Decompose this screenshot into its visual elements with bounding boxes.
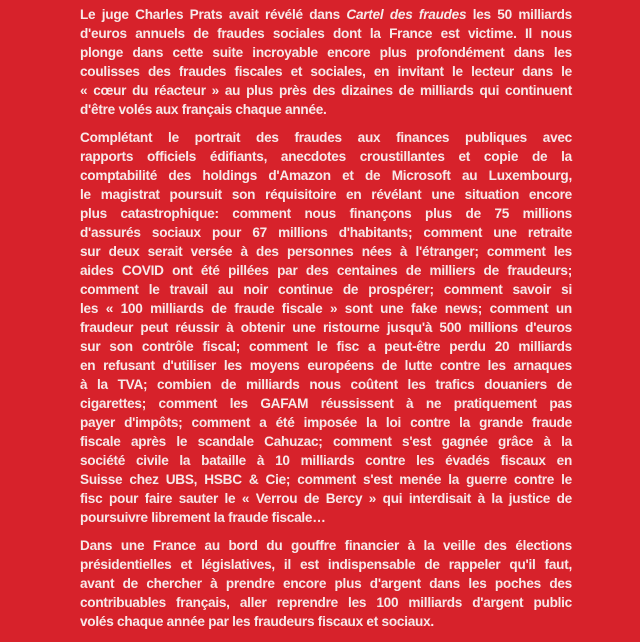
text-line: Suisse chez UBS, HSBC & Cie; comment s'est menée la guerre contre le [80, 472, 572, 487]
text-line: rapports officiels édifiants, anecdotes croustillantes et copie de la [80, 149, 572, 164]
text-line: avant de chercher à prendre encore plus d'argent dans les poches des [80, 576, 572, 591]
text-line: Complétant le portrait des fraudes aux finances publiques avec [80, 130, 572, 145]
text-line: aides COVID ont été pillées par des centaines de milliers de fraudeurs; [80, 263, 572, 278]
text-line: à la TVA; combien de milliards nous coûtent les trafics douaniers de [80, 377, 572, 392]
text-line: société civile la bataille à 10 milliards contre les évadés fiscaux en [80, 453, 572, 468]
text-line: fiscale après le scandale Cahuzac; comment s'est gagnée grâce à la [80, 434, 572, 449]
text-line: fisc pour faire sauter le « Verrou de Bercy » qui interdisait à la justice de [80, 491, 572, 506]
paragraph-intro [80, 5, 572, 119]
text-line: contribuables français, aller reprendre les 100 milliards d'argent public [80, 595, 572, 610]
back-cover-text [80, 5, 572, 640]
text-segment: Le juge Charles Prats avait révélé dans [80, 7, 347, 22]
text-line: présidentielles et législatives, il est indispensable de rappeler qu'il faut, [80, 557, 572, 572]
paragraph-conclusion [80, 536, 572, 631]
text-line: le magistrat poursuit son réquisitoire en révélant une situation encore [80, 187, 572, 202]
text-line: d'assurés sociaux pour 67 millions d'habitants; comment une retraite [80, 225, 572, 240]
text-line: coulisses des fraudes fiscales et sociales, en invitant le lecteur dans le [80, 64, 572, 79]
paragraph-details [80, 128, 572, 527]
text-line: poursuivre librement la fraude fiscale… [80, 510, 326, 525]
text-line: volés chaque année par les fraudeurs fiscaux et sociaux. [80, 614, 434, 629]
text-line [80, 5, 572, 24]
text-line: fraudeur peut réussir à obtenir une ristourne jusqu'à 500 millions d'euros [80, 320, 572, 335]
text-line: d'euros annuels de fraudes sociales dont la France est victime. Il nous [80, 26, 572, 41]
text-line: comptabilité des holdings d'Amazon et de Microsoft au Luxembourg, [80, 168, 572, 183]
text-line: comment le travail au noir continue de prospérer; comment savoir si [80, 282, 572, 297]
text-line: plonge dans cette suite incroyable encore plus profondément dans les [80, 45, 572, 60]
text-line: d'être volés aux français chaque année. [80, 102, 327, 117]
text-line: les « 100 milliards de fraude fiscale » sont une fake news; comment un [80, 301, 572, 316]
text-line: « cœur du réacteur » au plus près des dizaines de milliards qui continuent [80, 83, 572, 98]
text-line: sur deux serait versée à des personnes nées à l'étranger; comment les [80, 244, 572, 259]
text-line: sur son contrôle fiscal; comment le fisc a peut-être perdu 20 milliards [80, 339, 572, 354]
text-segment: les 50 milliards [466, 7, 572, 22]
text-line: plus catastrophique: comment nous finançons plus de 75 millions [80, 206, 572, 221]
text-line: Dans une France au bord du gouffre financier à la veille des élections [80, 538, 572, 553]
text-line: cigarettes; comment les GAFAM réussissent à ne pratiquement pas [80, 396, 572, 411]
text-line: en refusant d'utiliser les moyens européens de lutte contre les arnaques [80, 358, 572, 373]
text-line: payer d'impôts; comment a été imposée la loi contre la grande fraude [80, 415, 572, 430]
book-title: Cartel des fraudes [346, 7, 467, 22]
